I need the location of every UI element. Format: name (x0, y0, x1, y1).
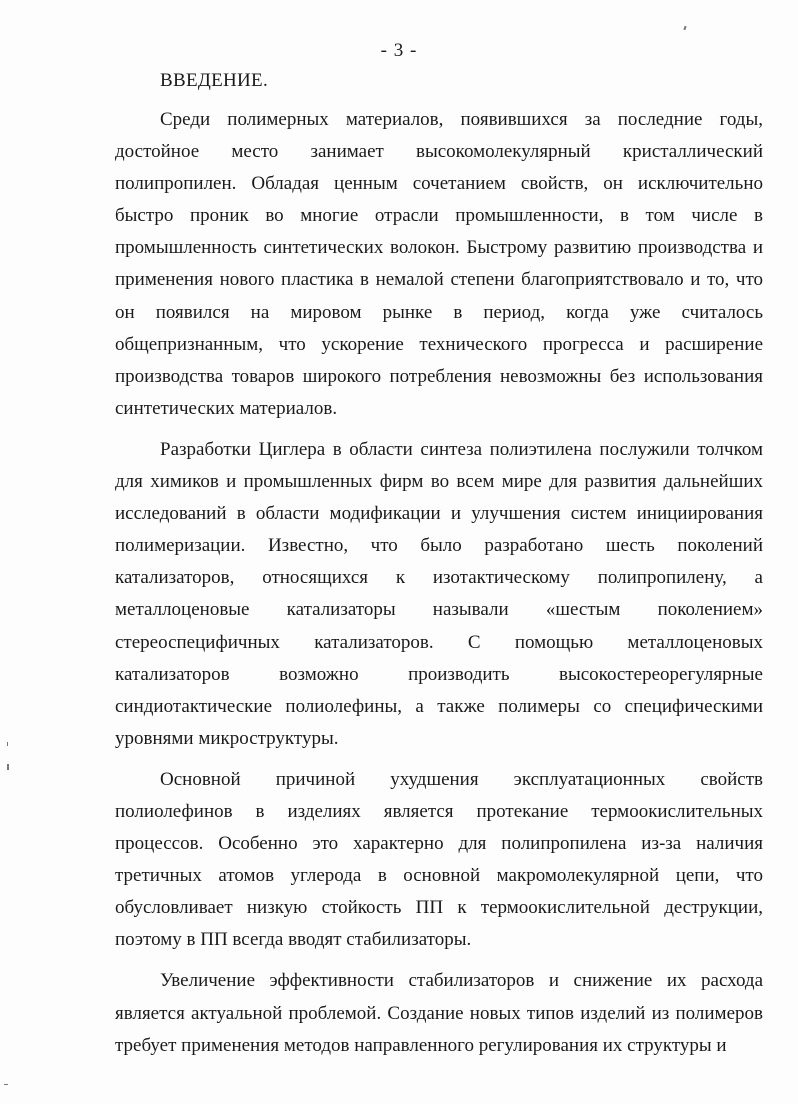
body-text (115, 104, 763, 1062)
scan-speck-left-margin-2 (7, 764, 9, 770)
page-number: - 3 - (380, 40, 418, 61)
paragraph-intro: Среди полимерных материалов, появившихся за последние годы, достойное место занимает высокомолекулярный кристаллический полипропилен. Обладая ценным сочетанием свойств, он исключительно быстро проник во многие отрасли промышленности, в том числе в промышленность синтетических волокон. Быстрому развитию производства и применения нового пластика в немалой степени благоприятствовало и то, что он появился на мировом рынке в период, когда уже считалось общепризнанным, что ускорение технического прогресса и расширение производства товаров широкого потребления невозможны без использования синтетических материалов. (115, 109, 763, 419)
paragraph-degradation: Основной причиной ухудшения эксплуатационных свойств полиолефинов в изделиях является протекание термоокислительных процессов. Особенно это характерно для полипропилена из-за наличия третичных атомов углерода в основной макромолекулярной цепи, что обусловливает низкую стойкость ПП к термоокислительной деструкции, поэтому в ПП всегда вводят стабилизаторы. (115, 768, 763, 951)
section-heading: ВВЕДЕНИЕ. (160, 70, 269, 91)
paragraph-ziegler: Разработки Циглера в области синтеза полиэтилена послужили толчком для химиков и промышленных фирм во всем мире для развития дальнейших исследований в области модификации и улучшения систем инициирования полимеризации. Известно, что было разработано шесть поколений катализаторов, относящихся к изотактическому полипропилену, а металлоценовые катализаторы называли «шестым поколением» стереоспецифичных катализаторов. С помощью металлоценовых катализаторов возможно производить высокостереорегулярные синдиотактические полиолефины, а также полимеры со специфическими уровнями микроструктуры. (115, 438, 763, 749)
scan-speck-top-right (683, 26, 686, 30)
scan-speck-bottom-left (4, 1084, 8, 1085)
scan-speck-left-margin (7, 742, 8, 746)
paragraph-stabilizers: Увеличение эффективности стабилизаторов и снижение их расхода является актуальной проблемой. Создание новых типов изделий из полимеров требует применения методов направленного регулирования их структуры и (115, 970, 763, 1056)
